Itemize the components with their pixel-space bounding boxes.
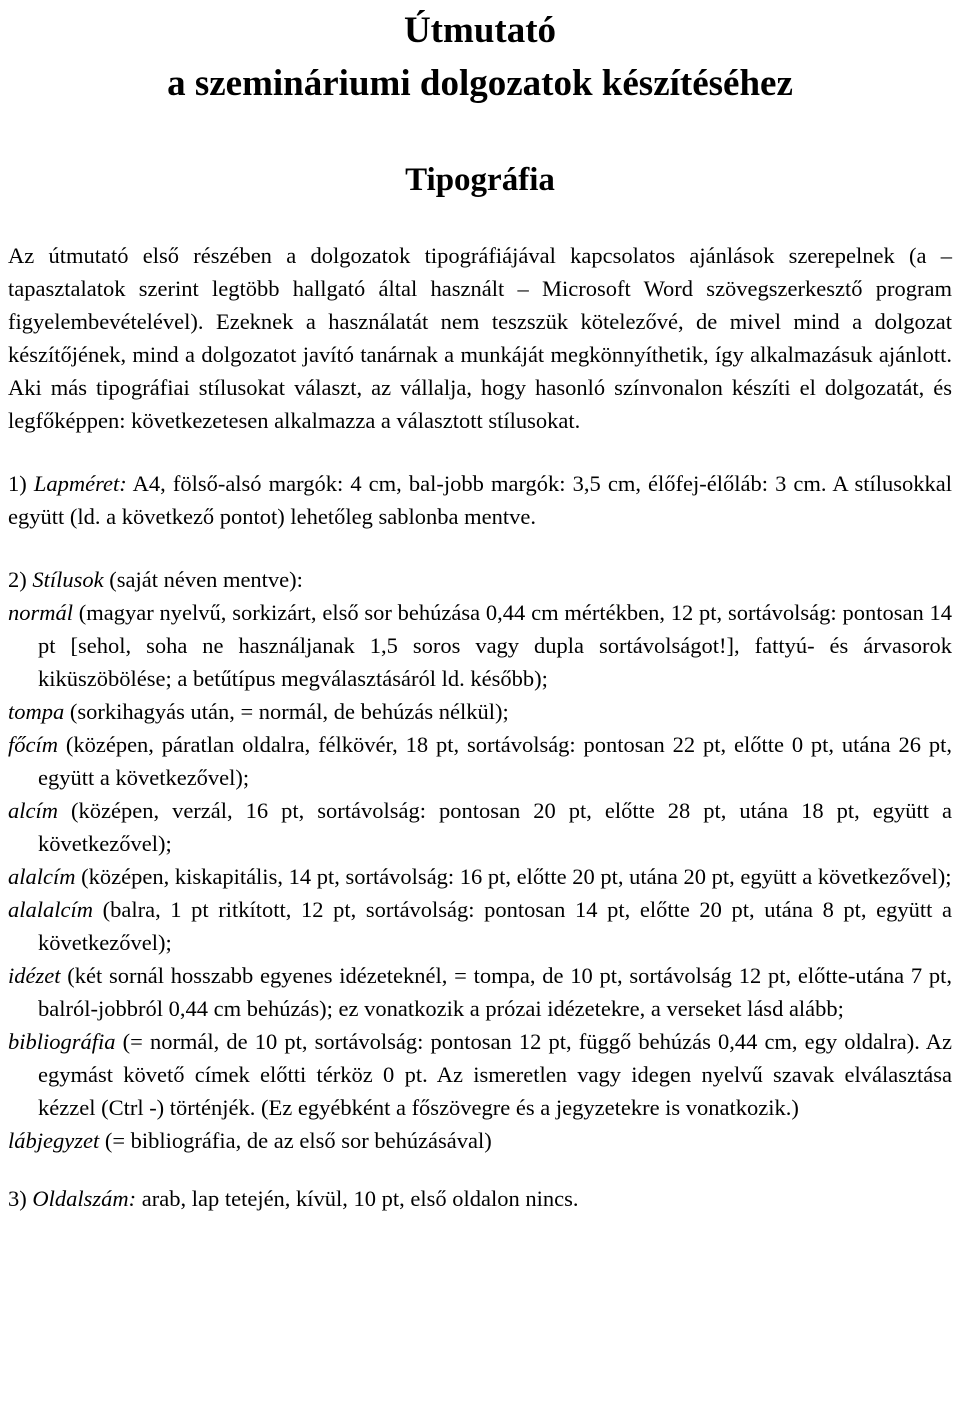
style-definition [8,860,952,893]
document-subtitle: a szemináriumi dolgozatok készítéséhez [167,63,793,104]
style-definition [8,959,952,1025]
style-description: (sorkihagyás után, = normál, de behúzás nélkül); [64,699,509,724]
item-text: A4, fölső-alsó margók: 4 cm, bal-jobb margók: 3,5 cm, élőfej-élőláb: 3 cm. A stílusokkal együtt (ld. a következő pontot) lehetőleg sablonba mentve. [8,471,952,529]
style-description: (középen, kiskapitális, 14 pt, sortávolság: 16 pt, előtte 20 pt, utána 20 pt, együtt a következővel); [75,864,952,889]
item-page-number [8,1182,952,1215]
item-text: arab, lap tetején, kívül, 10 pt, első oldalon nincs. [136,1186,579,1211]
style-name: alalalcím [8,897,93,922]
style-definition [8,1124,952,1157]
style-name: lábjegyzet [8,1128,100,1153]
intro-paragraph: Az útmutató első részében a dolgozatok tipográfiájával kapcsolatos ajánlások szerepelnek (a – tapasztalatok szerint legtöbb hallgató által használt – Microsoft Word szövegszerkesztő program figyelembevételével). Ezeknek a használatát nem teszszük kötelezővé, de mivel mind a dolgozat készítőjének, mind a dolgozatot javító tanárnak a munkáját megkönnyíthetik, így alkalmazásuk ajánlott. Aki más tipográfiai stílusokat választ, az vállalja, hogy hasonló színvonalon készíti el dolgozatát, és legfőképpen: következetesen alkalmazza a választott stílusokat. [8,243,952,433]
item-page-size [8,467,952,533]
style-definition [8,893,952,959]
style-description: (= bibliográfia, de az első sor behúzásával) [99,1128,492,1153]
item-label: Oldalszám: [32,1186,137,1211]
style-description: (középen, páratlan oldalra, félkövér, 18 pt, sortávolság: pontosan 22 pt, előtte 0 pt, utána 26 pt, együtt a következővel); [38,732,952,790]
item-number: 1) [8,471,34,496]
item-styles [8,563,952,596]
style-definition [8,728,952,794]
style-description: (két sornál hosszabb egyenes idézeteknél, = tompa, de 10 pt, sortávolság 12 pt, előtte-utána 7 pt, balról-jobbról 0,44 cm behúzás); ez vonatkozik a prózai idézetekre, a verseket lásd alább; [38,963,952,1021]
style-description: (balra, 1 pt ritkított, 12 pt, sortávolság: pontosan 14 pt, előtte 20 pt, utána 8 pt, együtt a következővel); [38,897,952,955]
style-definition [8,1025,952,1124]
style-name: bibliográfia [8,1029,116,1054]
item-number: 3) [8,1186,33,1211]
style-description: (magyar nyelvű, sorkizárt, első sor behúzása 0,44 cm mértékben, 12 pt, sortávolság: pontosan 14 pt [sehol, soha ne használjanak 1,5 soros vagy dupla sortávolságot!], fattyú- és árvasorok kiküszöbölése; a betűtípus megválasztásáról ld. később); [38,600,952,691]
style-name: főcím [8,732,58,757]
style-name: tompa [8,699,65,724]
item-label: Lapméret: [33,471,127,496]
section-title: Tipográfia [405,162,555,198]
style-name: alalcím [8,864,76,889]
item-label: Stílusok [32,567,104,592]
style-name: idézet [8,963,61,988]
style-definition [8,695,952,728]
item-text: (saját néven mentve): [103,567,303,592]
style-description: (= normál, de 10 pt, sortávolság: pontosan 12 pt, függő behúzás 0,44 cm, egy oldalra). Az egymást követő címek előtti térköz 0 pt. Az ismeretlen vagy idegen nyelvű szavak elválasztása kézzel (Ctrl -) történjék. (Ez egyébként a főszövegre és a jegyzetekre is vonatkozik.) [38,1029,952,1120]
style-definition [8,794,952,860]
style-definition [8,596,952,695]
style-name: normál [8,600,74,625]
style-description: (középen, verzál, 16 pt, sortávolság: pontosan 20 pt, előtte 28 pt, utána 18 pt, együtt a következővel); [38,798,952,856]
item-number: 2) [8,567,33,592]
style-name: alcím [8,798,58,823]
document-title: Útmutató [403,10,557,51]
